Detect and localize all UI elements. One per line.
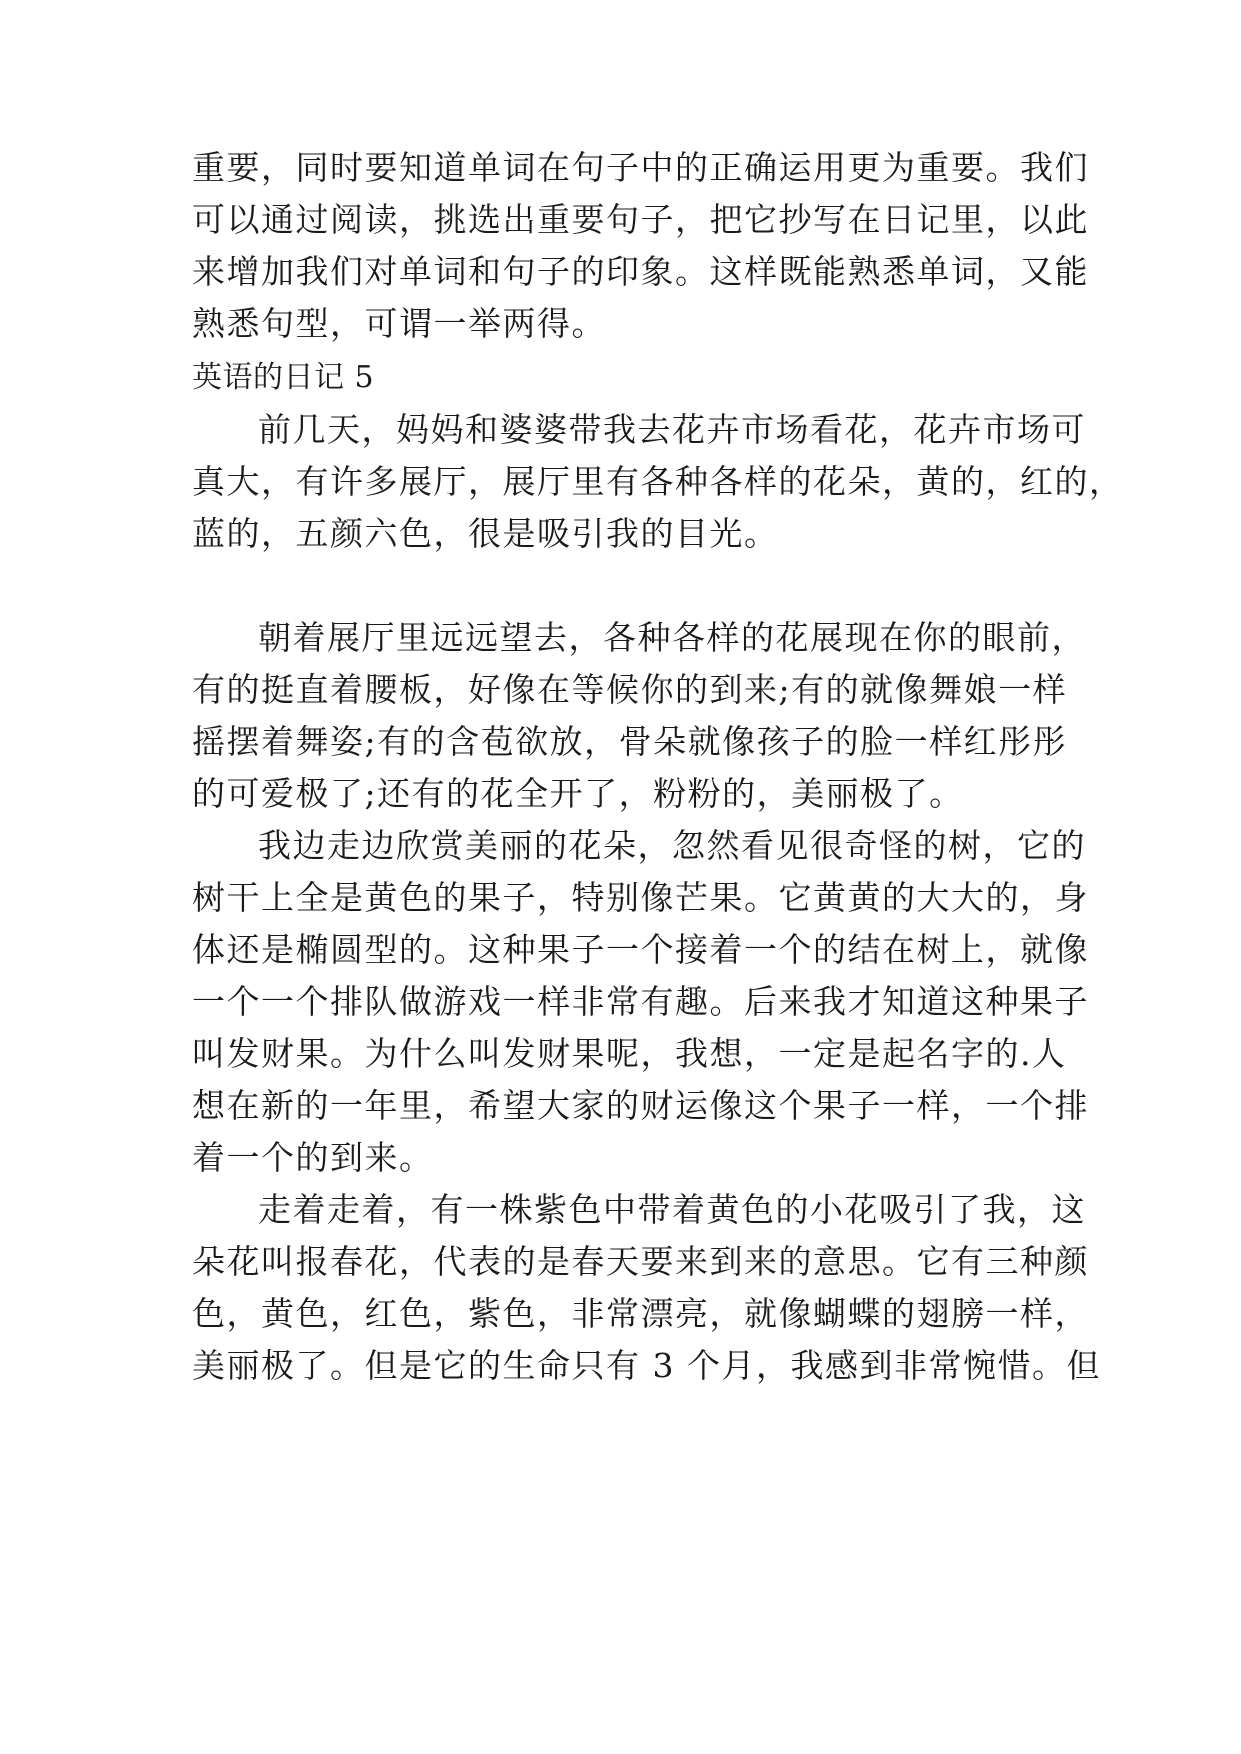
- text-line: 朝着展厅里远远望去，各种各样的花展现在你的眼前，: [258, 618, 1086, 657]
- text-line: 一个一个排队做游戏一样非常有趣。后来我才知道这种果子: [192, 982, 1089, 1021]
- text-line: 叫发财果。为什么叫发财果呢，我想，一定是起名字的.人: [192, 1034, 1067, 1073]
- text-line: 重要，同时要知道单词在句子中的正确运用更为重要。我们: [192, 148, 1089, 187]
- text-line: 摇摆着舞姿;有的含苞欲放，骨朵就像孩子的脸一样红彤彤: [192, 722, 1068, 761]
- text-line: 蓝的，五颜六色，很是吸引我的目光。: [192, 514, 779, 553]
- text-line: 有的挺直着腰板，好像在等候你的到来;有的就像舞娘一样: [192, 670, 1068, 709]
- text-line: 树干上全是黄色的果子，特别像芒果。它黄黄的大大的，身: [192, 878, 1089, 917]
- text-line: 真大，有许多展厅，展厅里有各种各样的花朵，黄的，红的，: [192, 462, 1124, 501]
- text-line: 来增加我们对单词和句子的印象。这样既能熟悉单词，又能: [192, 252, 1089, 291]
- text-line: 着一个的到来。: [192, 1138, 434, 1177]
- text-line: 色，黄色，红色，紫色，非常漂亮，就像蝴蝶的翅膀一样，: [192, 1294, 1089, 1333]
- text-line: 想在新的一年里，希望大家的财运像这个果子一样，一个排: [192, 1086, 1089, 1125]
- text-line: 朵花叫报春花，代表的是春天要来到来的意思。它有三种颜: [192, 1242, 1089, 1281]
- text-line: 可以通过阅读，挑选出重要句子，把它抄写在日记里，以此: [192, 200, 1089, 239]
- text-line: 体还是椭圆型的。这种果子一个接着一个的结在树上，就像: [192, 930, 1089, 969]
- text-line: 前几天，妈妈和婆婆带我去花卉市场看花，花卉市场可: [258, 410, 1086, 449]
- section-heading: 英语的日记 5: [192, 360, 375, 395]
- text-line: 走着走着，有一株紫色中带着黄色的小花吸引了我，这: [258, 1190, 1086, 1229]
- text-line: 熟悉句型，可谓一举两得。: [192, 304, 606, 343]
- text-line: 我边走边欣赏美丽的花朵，忽然看见很奇怪的树，它的: [258, 826, 1086, 865]
- text-line: 美丽极了。但是它的生命只有 3 个月，我感到非常惋惜。但: [192, 1346, 1101, 1385]
- text-line: 的可爱极了;还有的花全开了，粉粉的，美丽极了。: [192, 774, 964, 813]
